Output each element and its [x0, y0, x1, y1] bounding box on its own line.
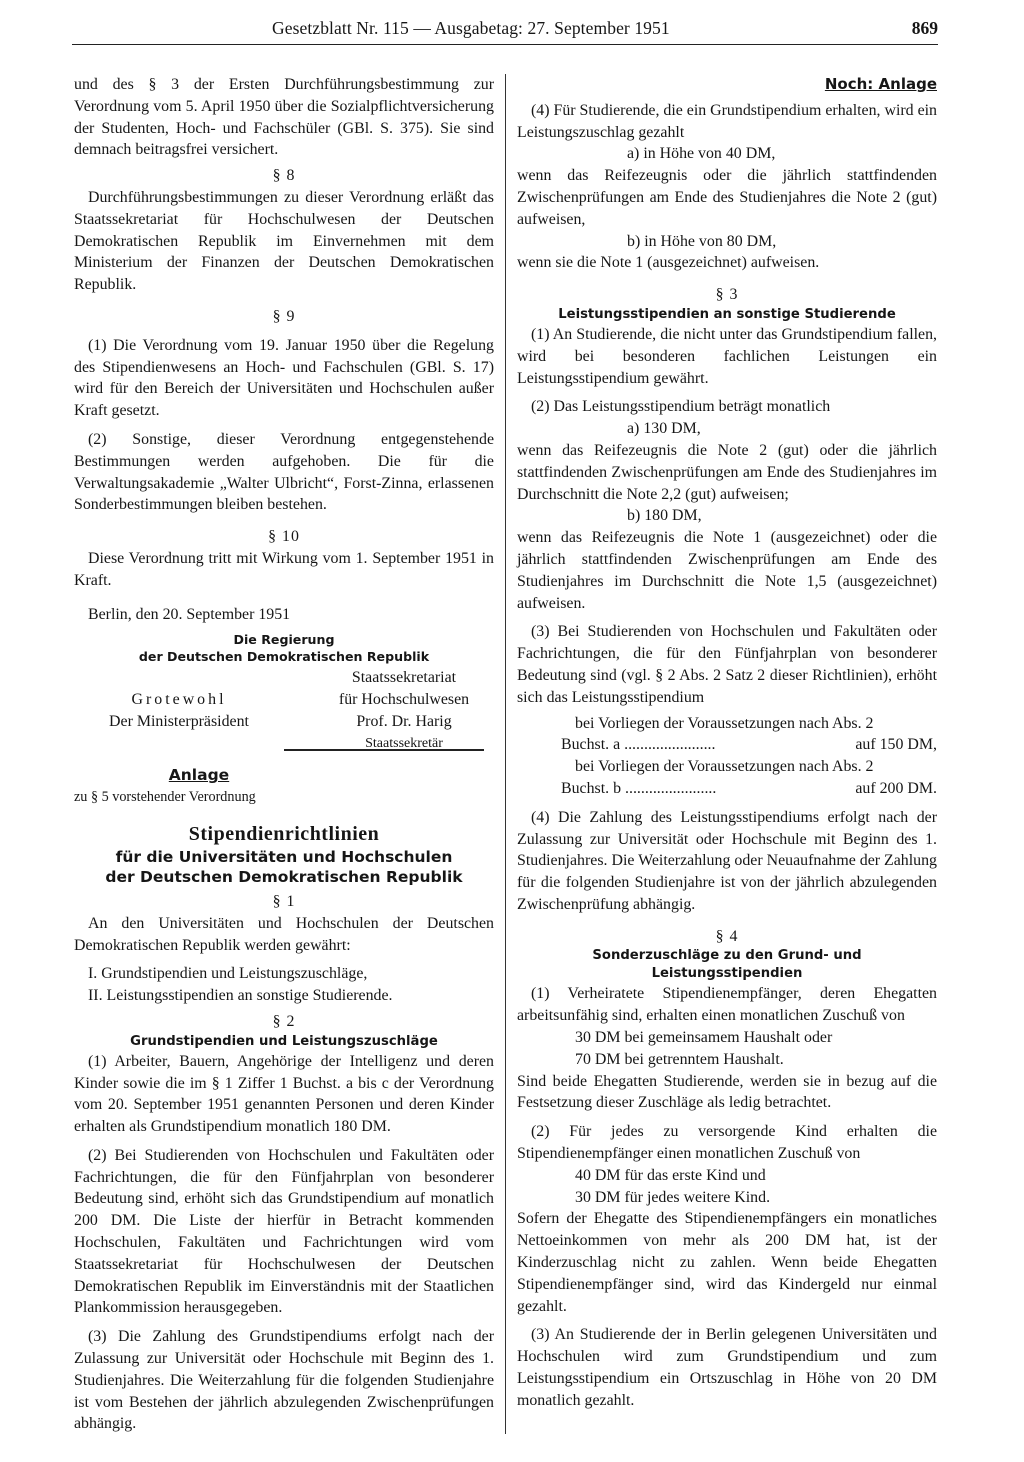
- government-line-1: Die Regierung: [233, 632, 335, 648]
- section-1-text: An den Universitäten und Hochschulen der Deutschen Demokratischen Republik werden gewährt:: [74, 914, 494, 954]
- left-column: [74, 74, 494, 1435]
- section-9-heading: § 9: [272, 307, 296, 325]
- page-number: 869: [911, 18, 938, 38]
- header-title: Gesetzblatt Nr. 115 — Ausgabetag: 27. September 1951: [272, 18, 670, 38]
- main-subtitle-1: für die Universitäten und Hochschulen: [115, 847, 453, 866]
- place-date: Berlin, den 20. September 1951: [88, 605, 291, 623]
- section-10-text: Diese Verordnung tritt mit Wirkung vom 1. September 1951 in Kraft.: [74, 549, 494, 589]
- government-line-2: der Deutschen Demokratischen Republik: [138, 649, 430, 665]
- section-3-item-b-text: wenn das Reifezeugnis die Note 1 (ausgezeichnet) oder die jährlich stattfindenden Zwischenprüfungen am Ende des Studienjahres im Durchschnitt die Note 1,5 (ausgezeichnet) aufweisen.: [517, 529, 937, 612]
- section-4-paragraph-1: (1) Verheiratete Stipendienempfänger, deren Ehegatten arbeitsunfähig sind, erhalten einen monatlichen Zuschuß von: [517, 985, 937, 1025]
- section-8-text: Durchführungsbestimmungen zu dieser Verordnung erläßt das Staatssekretariat für Hochschulwesen der Deutschen Demokratischen Republik im Einvernehmen mit dem Ministerium der Finanzen der Deutschen Demokratischen Republik.: [74, 188, 494, 294]
- signature-block: [74, 667, 494, 751]
- section-3-condition-1: bei Vorliegen der Voraussetzungen nach Abs. 2: [575, 714, 874, 732]
- para-4-intro: (4) Für Studierende, die ein Grundstipendium erhalten, wird ein Leistungszuschlag gezahlt: [517, 101, 937, 141]
- section-3-subheading: Leistungsstipendien an sonstige Studierende: [558, 306, 896, 322]
- page-header: [72, 18, 938, 46]
- main-subtitle-2: der Deutschen Demokratischen Republik: [105, 867, 463, 886]
- signer-title-right: Staatssekretär: [365, 735, 443, 751]
- section-3-paragraph-4: (4) Die Zahlung des Leistungsstipendiums erfolgt nach der Zulassung zur Universität oder Hochschule mit Beginn des 1. Studienjahres. Die Weiterzahlung oder Neuaufnahme der Zahlung für die folgenden Studienjahre ist von der jährlich abzulegenden Zwischenprüfung abhängig.: [517, 808, 937, 913]
- section-3-heading: § 3: [715, 286, 739, 304]
- section-3-rate-a: [517, 734, 937, 756]
- para-4-item-a-text: wenn das Reifezeugnis oder die jährlich stattfindenden Zwischenprüfungen am Ende des Studienjahres die Note 2 (gut) aufweisen,: [517, 167, 937, 228]
- column-divider: [505, 74, 506, 1434]
- section-2-heading: § 2: [272, 1012, 296, 1030]
- section-10-heading: § 10: [268, 528, 300, 546]
- section-3-item-a: a) 130 DM,: [627, 420, 701, 438]
- signature-left: [74, 689, 284, 733]
- continued-label: Noch: Anlage: [824, 75, 937, 93]
- section-1-item-2: II. Leistungsstipendien an sonstige Studierende.: [88, 987, 393, 1005]
- section-4-rate-1: 30 DM bei gemeinsamem Haushalt oder: [575, 1029, 833, 1047]
- main-title: Stipendienrichtlinien: [188, 822, 380, 845]
- section-3-paragraph-2: (2) Das Leistungsstipendium beträgt monatlich: [531, 398, 831, 416]
- section-3-paragraph-3: (3) Bei Studierenden von Hochschulen und Fakultäten oder Fachrichtungen, die für den Fünfjahrplan von besonderer Bedeutung sind (vgl. § 2 Abs. 2 Satz 2 dieser Richtlinien), erhöht sich das Leistungsstipendium: [517, 623, 937, 706]
- signer-name-right: Prof. Dr. Harig: [356, 712, 452, 730]
- signer-name-left: Grotewohl: [131, 691, 227, 709]
- section-4-paragraph-2-text: Sofern der Ehegatte des Stipendienempfängers ein monatliches Nettoeinkommen von mehr als 200 DM hat, ist der Kinderzuschlag nicht zu zahlen. Wenn beide Ehegatten Stipendienempfänger sind, wird das Kindergeld nur einmal gezahlt.: [517, 1210, 937, 1315]
- anlage-subtitle: zu § 5 vorstehender Verordnung: [74, 789, 256, 806]
- section-3-rate-b: [517, 778, 937, 800]
- signature-right: [314, 667, 494, 754]
- section-9-paragraph-1: (1) Die Verordnung vom 19. Januar 1950 über die Regelung des Stipendienwesens an Hoch- und Fachschulen (GBl. S. 17) wird für den Bereich der Universitäten und Hochschulen außer Kraft gesetzt.: [74, 336, 494, 420]
- section-4-paragraph-2: (2) Für jedes zu versorgende Kind erhalten die Stipendienempfänger einen monatlichen Zuschuß von: [517, 1123, 937, 1163]
- section-9-paragraph-2: (2) Sonstige, dieser Verordnung entgegenstehende Bestimmungen werden aufgehoben. Die für die Verwaltungsakademie „Walter Ulbricht“, Forst-Zinna, erlassenen Sonderbestimmungen bleiben bestehen.: [74, 430, 494, 514]
- signer-org-2: für Hochschulwesen: [338, 691, 470, 709]
- section-2-subheading: Grundstipendien und Leistungszuschläge: [130, 1033, 438, 1049]
- rate-a-label: Buchst. a .......................: [561, 736, 716, 754]
- right-column: [517, 74, 937, 1412]
- section-3-condition-2: bei Vorliegen der Voraussetzungen nach Abs. 2: [575, 758, 874, 776]
- rate-b-value: auf 200 DM.: [855, 779, 937, 797]
- section-4-subheading: Sonderzuschläge zu den Grund- und Leistungsstipendien: [592, 948, 862, 982]
- section-1-heading: § 1: [272, 892, 296, 910]
- signer-title-left: Der Ministerpräsident: [109, 713, 249, 731]
- section-4-child-rate-1: 40 DM für das erste Kind und: [575, 1166, 766, 1184]
- section-3-paragraph-1: (1) An Studierende, die nicht unter das Grundstipendium fallen, wird bei besonderen fachlichen Leistungen ein Leistungsstipendium gewährt.: [517, 325, 937, 387]
- section-3-item-b: b) 180 DM,: [627, 507, 702, 525]
- intro-paragraph: und des § 3 der Ersten Durchführungsbestimmung zur Verordnung vom 5. April 1950 über die Sozialpflichtversicherung der Studenten, Hoch- und Fachschüler (GBl. S. 375). Sie sind demnach beitragsfrei versichert.: [74, 76, 494, 159]
- para-4-item-b: b) in Höhe von 80 DM,: [627, 232, 777, 250]
- rate-b-label: Buchst. b .......................: [561, 779, 717, 797]
- section-4-child-rate-2: 30 DM für jedes weitere Kind.: [575, 1188, 771, 1206]
- section-4-rate-2: 70 DM bei getrenntem Haushalt.: [575, 1050, 784, 1068]
- section-4-paragraph-3: (3) An Studierende der in Berlin gelegenen Universitäten und Hochschulen wird zum Grundstipendium und zum Leistungsstipendium ein Ortszuschlag in Höhe von 20 DM monatlich gezahlt.: [517, 1326, 937, 1409]
- section-2-paragraph-1: (1) Arbeiter, Bauern, Angehörige der Intelligenz und deren Kinder sowie die im § 1 Ziffer 1 Buchst. a bis c der Verordnung vom 20. September 1951 genannten Personen und deren Kinder erhalten als Grundstipendium monatlich 180 DM.: [74, 1052, 494, 1136]
- rate-a-value: auf 150 DM,: [855, 736, 937, 754]
- section-3-item-a-text: wenn das Reifezeugnis die Note 2 (gut) oder die jährlich stattfindenden Zwischenprüfungen am Ende des Studienjahres im Durchschnitt die Note 2,2 (gut) aufweisen;: [517, 441, 937, 503]
- section-1-item-1: I. Grundstipendien und Leistungszuschläge,: [88, 965, 368, 983]
- section-2-paragraph-2: (2) Bei Studierenden von Hochschulen und Fakultäten oder Fachrichtungen, die für den Fünfjahrplan von besonderer Bedeutung sind, erhöht sich das Grundstipendium auf monatlich 200 DM. Die Liste der hierfür in Betracht kommenden Hochschulen, Fakultäten und Fachrichtungen wird vom Staatssekretariat für Hochschulwesen der Deutschen Demokratischen Republik im Einverständnis mit der Staatlichen Plankommission herausgegeben.: [74, 1146, 494, 1317]
- anlage-heading: Anlage: [168, 766, 230, 785]
- header-rule: [72, 44, 938, 45]
- section-8-heading: § 8: [272, 167, 296, 185]
- para-4-item-b-text: wenn sie die Note 1 (ausgezeichnet) aufweisen.: [517, 254, 820, 272]
- signer-org-1: Staatssekretariat: [351, 669, 457, 687]
- section-4-heading: § 4: [715, 927, 739, 945]
- section-4-paragraph-1-text: Sind beide Ehegatten Studierende, werden sie in bezug auf die Festsetzung dieser Zuschläge als ledig betrachtet.: [517, 1072, 937, 1112]
- section-2-paragraph-3: (3) Die Zahlung des Grundstipendiums erfolgt nach der Zulassung zur Universität oder Hochschule mit Beginn des 1. Studienjahres. Die Weiterzahlung für die folgenden Studienjahre ist vom Bestehen der jährlich abzulegenden Zwischenprüfungen abhängig.: [74, 1328, 494, 1433]
- para-4-item-a: a) in Höhe von 40 DM,: [627, 145, 776, 163]
